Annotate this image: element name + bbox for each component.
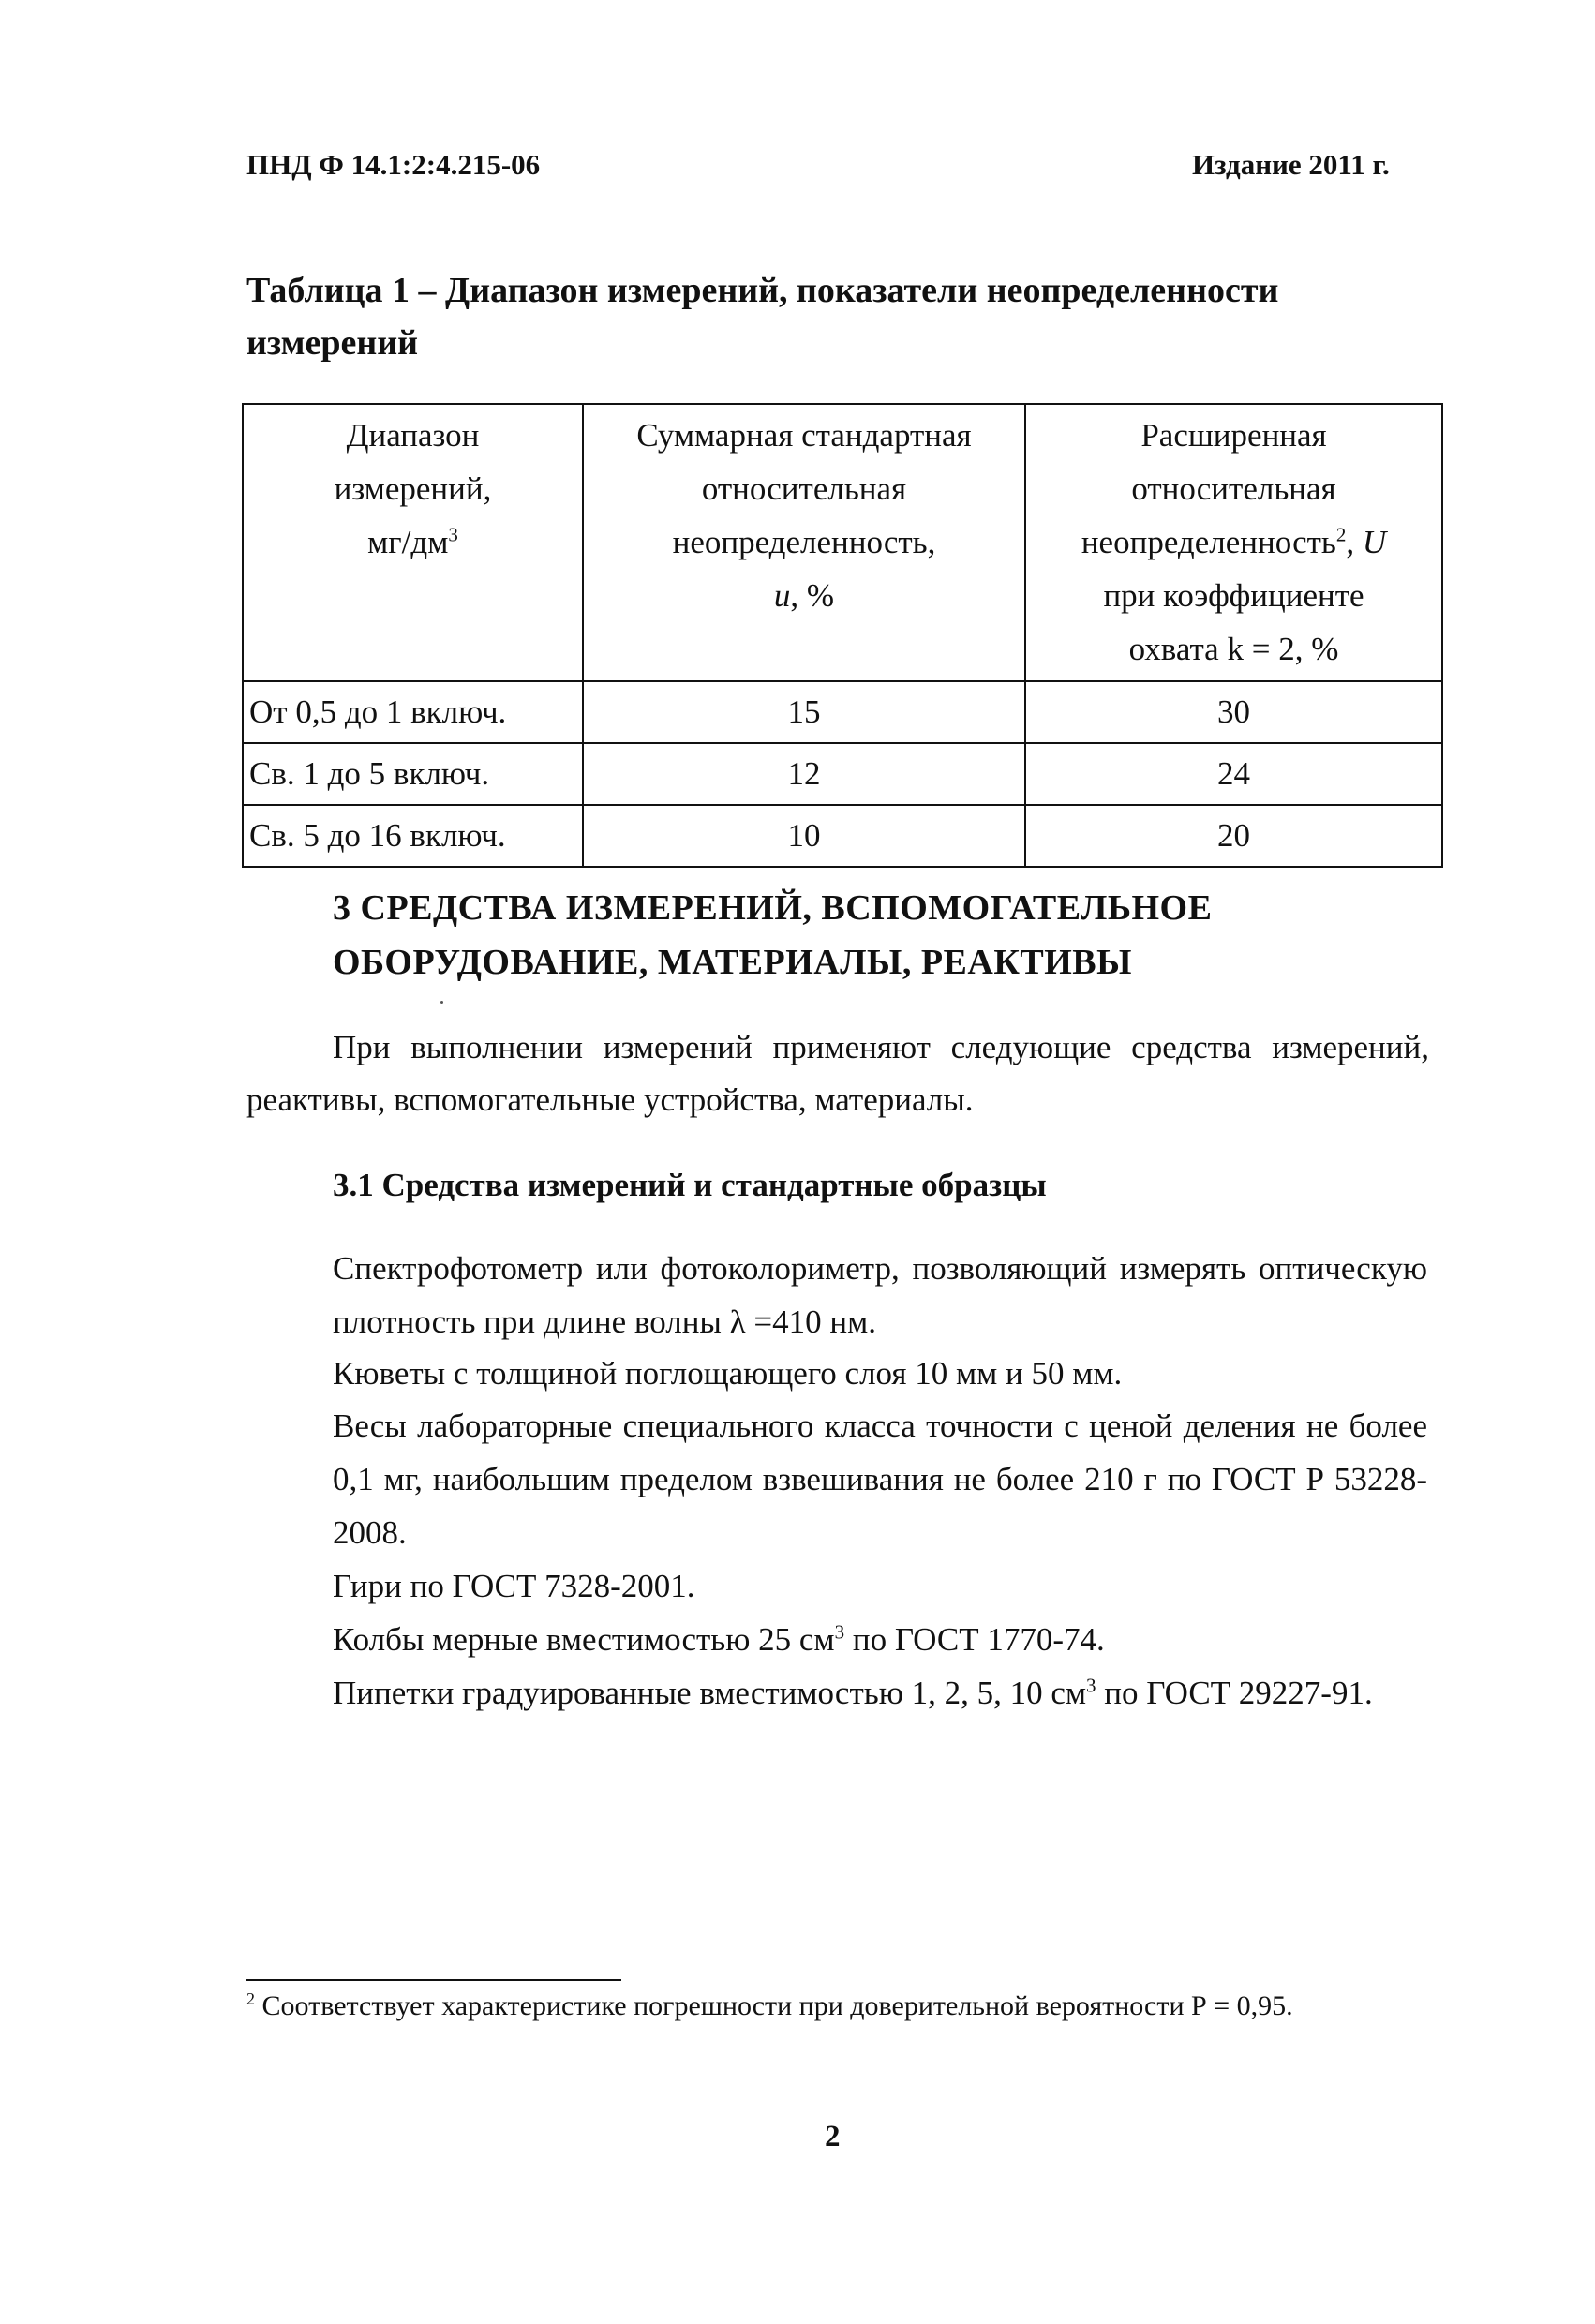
section-heading: 3 СРЕДСТВА ИЗМЕРЕНИЙ, ВСПОМОГАТЕЛЬНОЕ ОБОРУДОВАНИЕ, МАТЕРИАЛЫ, РЕАКТИВЫ <box>333 888 1213 982</box>
table-row <box>243 805 1442 867</box>
uncertainty-table <box>242 403 1443 868</box>
list-item: Кюветы с толщиной поглощающего слоя 10 мм и 50 мм. <box>333 1355 1123 1392</box>
footnote-marker: 2 <box>246 1989 255 2008</box>
cell-expanded-uncertainty: 20 <box>1025 805 1442 867</box>
edition-label: Издание 2011 г. <box>1192 148 1390 181</box>
cell-range: Св. 5 до 16 включ. <box>243 805 583 867</box>
cell-standard-uncertainty: 10 <box>583 805 1025 867</box>
list-item: Гири по ГОСТ 7328-2001. <box>333 1568 695 1604</box>
table-header-row <box>243 404 1442 681</box>
footnote-text: Соответствует характеристике погрешности при доверительной вероятности Р = 0,95. <box>255 1990 1293 2021</box>
header-expanded-uncertainty: Расширенная относительная неопределенность$^2$, U при коэффициенте охвата k = 2, % <box>1025 404 1442 681</box>
table-row <box>243 743 1442 805</box>
table-title: Таблица 1 – Диапазон измерений, показатели неопределенности измерений <box>246 271 1279 363</box>
cell-standard-uncertainty: 12 <box>583 743 1025 805</box>
scan-speck <box>440 1001 443 1004</box>
list-item: Колбы мерные вместимостью 25 $см^3$ по ГОСТ 1770-74. <box>333 1620 1105 1658</box>
instrument-list <box>333 1242 1427 1720</box>
list-item: Спектрофотометр или фотоколориметр, позволяющий измерять оптическую плотность при длине волны λ =410 нм. <box>333 1250 1427 1340</box>
list-item: Пипетки градуированные вместимостью 1, 2, 5, 10 $см^3$ по ГОСТ 29227-91. <box>333 1674 1373 1711</box>
subsection-heading: 3.1 Средства измерений и стандартные образцы <box>333 1167 1047 1203</box>
cell-range: От 0,5 до 1 включ. <box>243 681 583 743</box>
cell-expanded-uncertainty: 30 <box>1025 681 1442 743</box>
page-number: 2 <box>825 2120 841 2153</box>
cell-standard-uncertainty: 15 <box>583 681 1025 743</box>
header-standard-uncertainty: Суммарная стандартная относительная неопределенность, u, % <box>583 404 1025 681</box>
footnote-divider <box>246 1979 621 1981</box>
list-item: Весы лабораторные специального класса точности с ценой деления не более 0,1 мг, наибольшим пределом взвешивания не более 210 г по ГОСТ Р 53228-2008. <box>333 1408 1427 1551</box>
cell-expanded-uncertainty: 24 <box>1025 743 1442 805</box>
intro-paragraph: При выполнении измерений применяют следующие средства измерений, реактивы, вспомогательные устройства, материалы. <box>246 1029 1429 1118</box>
footnote <box>246 1987 1429 2026</box>
cell-range: Св. 1 до 5 включ. <box>243 743 583 805</box>
header-range: Диапазон измерений, $мг/дм^3$ <box>243 404 583 681</box>
document-code: ПНД Ф 14.1:2:4.215-06 <box>246 148 541 181</box>
table-row <box>243 681 1442 743</box>
